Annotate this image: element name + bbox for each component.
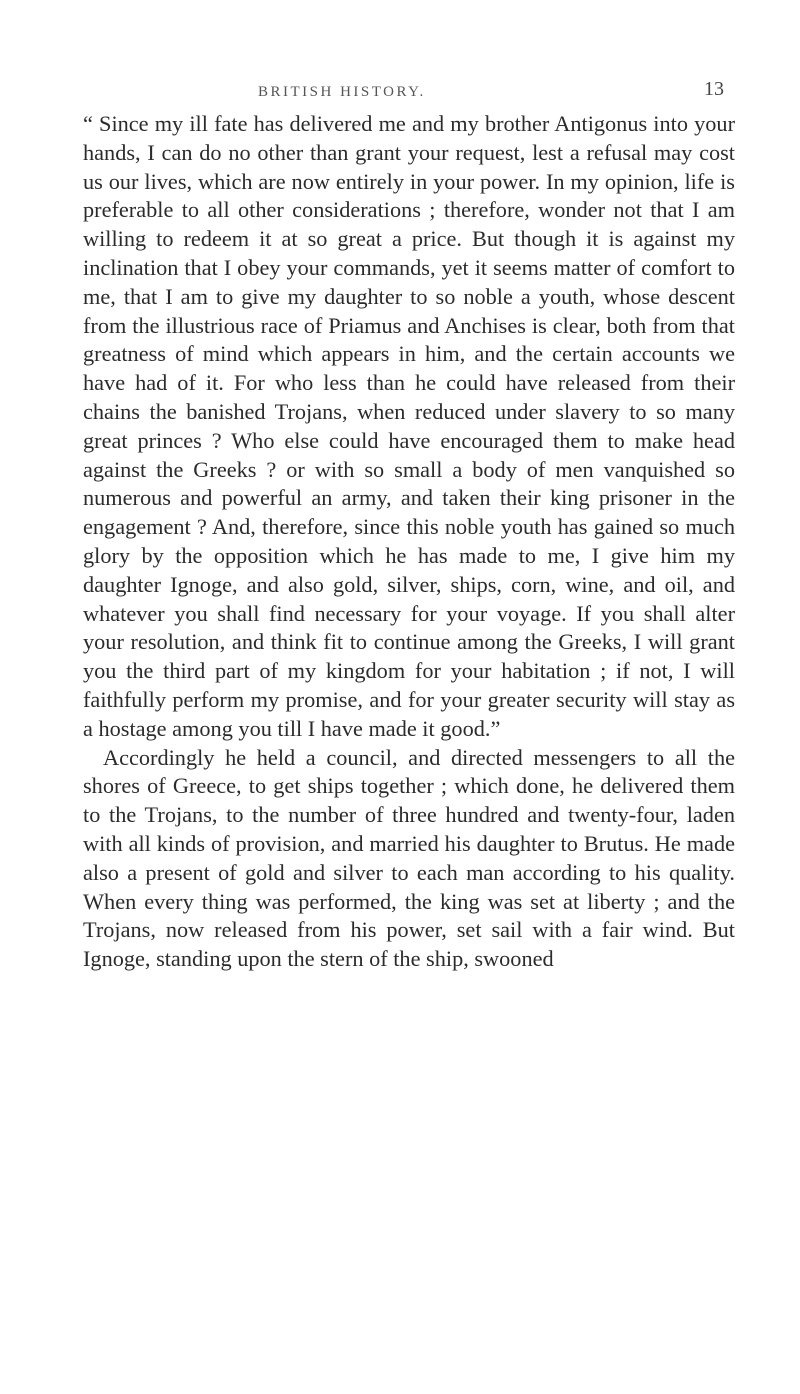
page-number: 13	[704, 78, 724, 100]
body-text	[83, 110, 735, 974]
paragraph-speech: “ Since my ill fate has delivered me and my brother Antigonus into your hands, I can do no other than grant your request, lest a refusal may cost us our lives, which are now entirely in your power. In my opinion, life is preferable to all other considerations ; therefore, wonder not that I am willing to redeem it at so great a price. But though it is against my inclination that I obey your commands, yet it seems matter of comfort to me, that I am to give my daughter to so noble a youth, whose descent from the illustrious race of Priamus and Anchises is clear, both from that greatness of mind which appears in him, and the certain accounts we have had of it. For who less than he could have released from their chains the banished Trojans, when reduced under slavery to so many great princes ? Who else could have encouraged them to make head against the Greeks ? or with so small a body of men vanquished so numerous and powerful an army, and taken their king prisoner in the engagement ? And, therefore, since this noble youth has gained so much glory by the opposition which he has made to me, I give him my daughter Ignoge, and also gold, silver, ships, corn, wine, and oil, and whatever you shall find necessary for your voyage. If you shall alter your resolution, and think fit to continue among the Greeks, I will grant you the third part of my kingdom for your habitation ; if not, I will faithfully perform my promise, and for your greater security will stay as a hostage among you till I have made it good.”	[83, 111, 735, 741]
running-head: BRITISH HISTORY.	[258, 84, 426, 100]
paragraph-narrative: Accordingly he held a council, and directed messengers to all the shores of Greece, to get ships together ; which done, he delivered them to the Trojans, to the number of three hundred and twenty-four, laden with all kinds of provision, and married his daughter to Brutus. He made also a present of gold and silver to each man according to his quality. When every thing was performed, the king was set at liberty ; and the Trojans, now released from his power, set sail with a fair wind. But Ignoge, standing upon the stern of the ship, swooned	[83, 744, 735, 972]
